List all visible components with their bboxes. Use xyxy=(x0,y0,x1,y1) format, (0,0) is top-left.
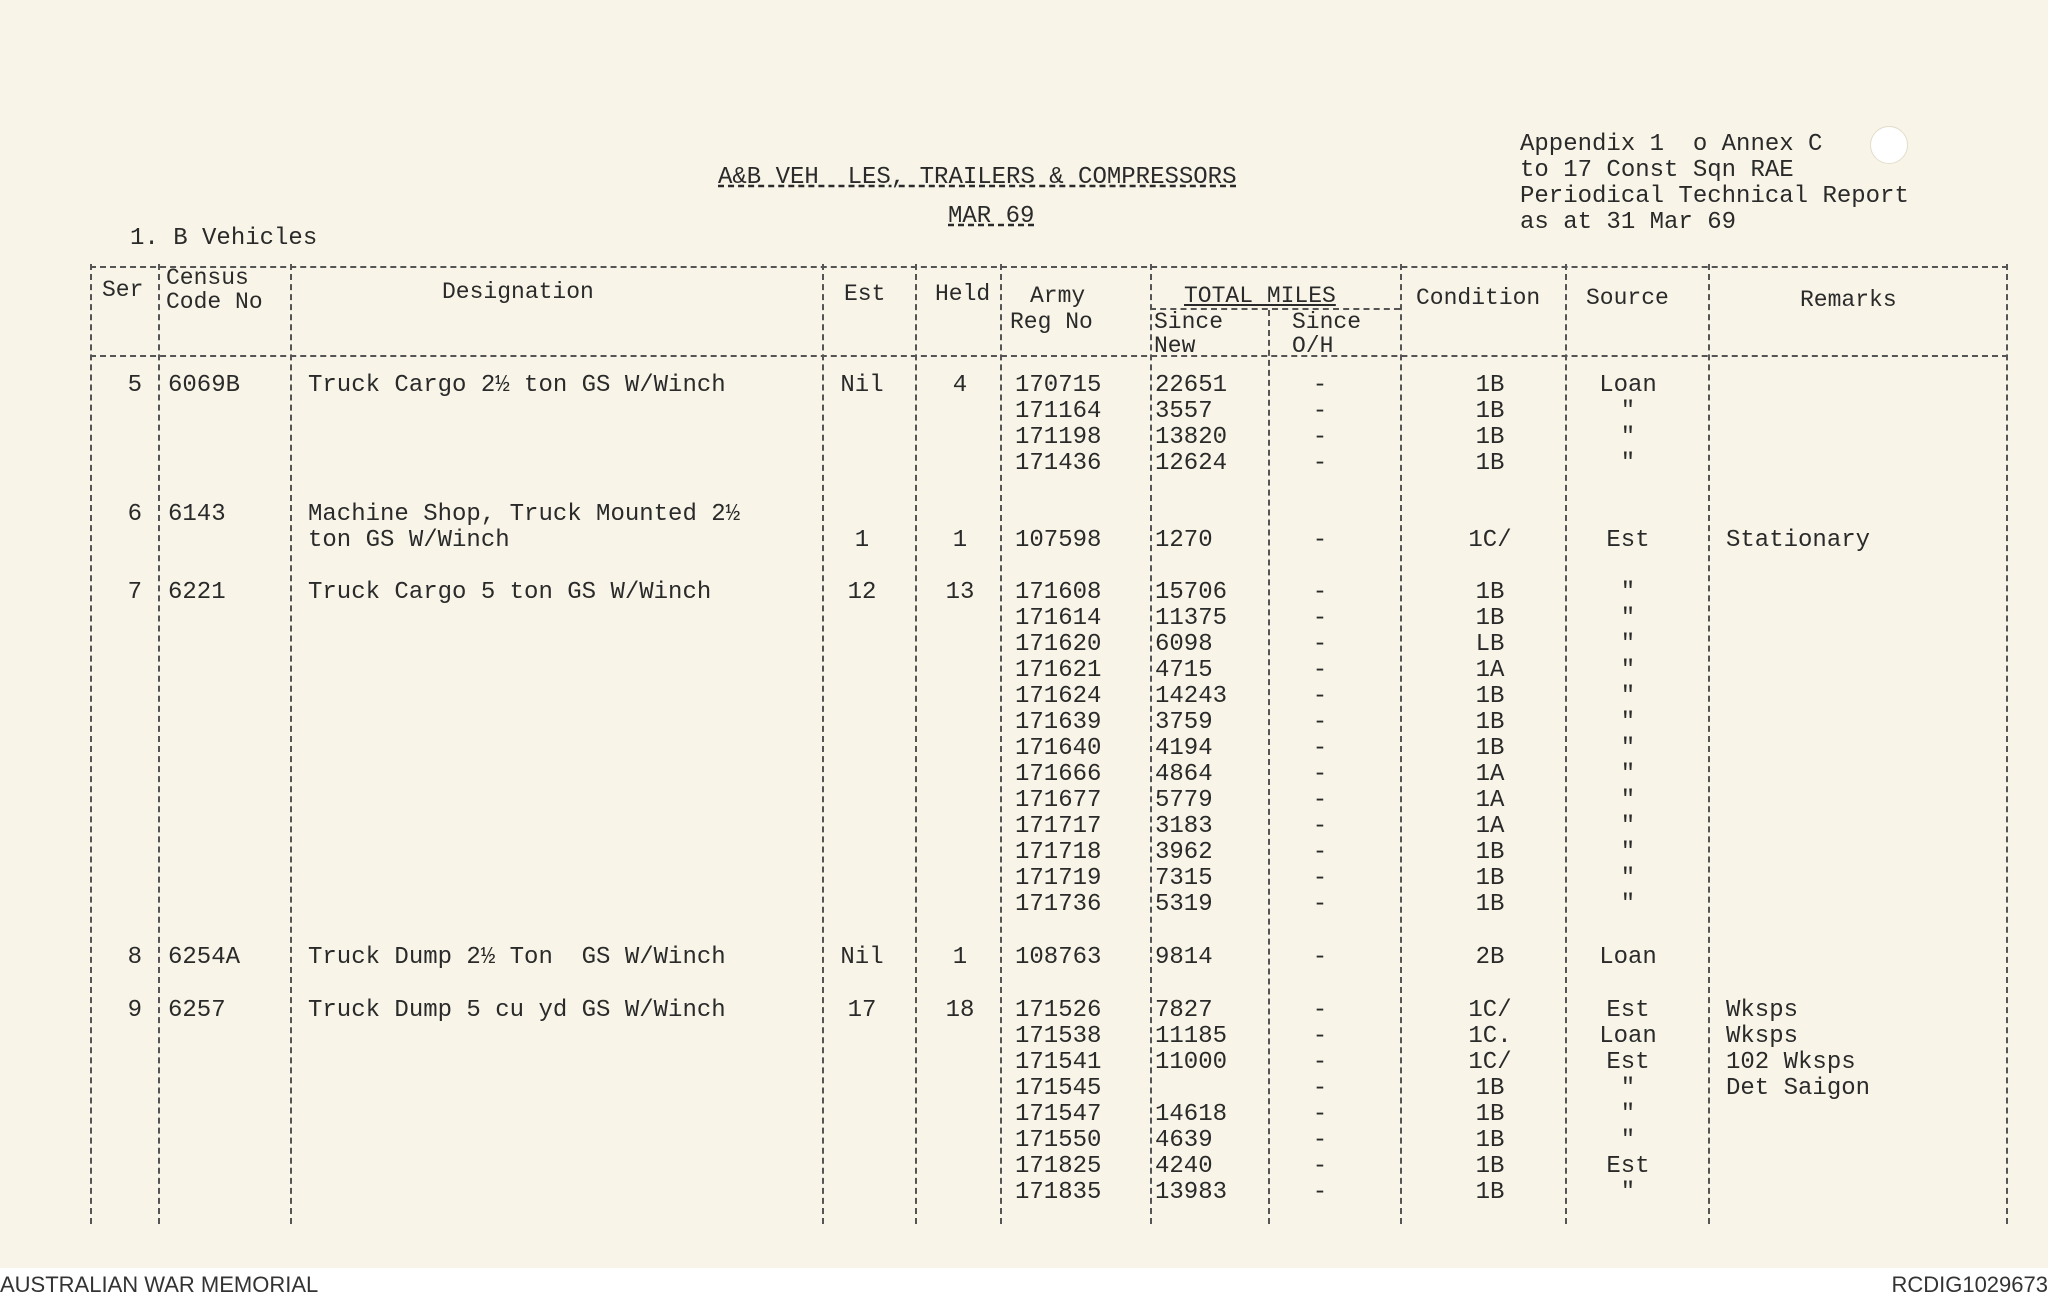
miles-since-new: 4715 xyxy=(1155,657,1213,684)
col-rule xyxy=(2006,264,2008,1224)
remarks-value: 102 Wksps xyxy=(1726,1049,1856,1076)
army-reg-no: 171545 xyxy=(1015,1075,1102,1102)
miles-since-new: 7315 xyxy=(1155,865,1213,892)
condition-value: 1C/ xyxy=(1468,1049,1512,1076)
header-designation: Designation xyxy=(442,279,594,305)
miles-since-new: 11000 xyxy=(1155,1049,1228,1076)
miles-since-oh: - xyxy=(1312,735,1328,762)
army-reg-no: 171550 xyxy=(1015,1127,1102,1154)
miles-since-oh: - xyxy=(1312,372,1328,399)
condition-value: 1B xyxy=(1475,683,1505,710)
miles-since-oh: - xyxy=(1312,709,1328,736)
miles-since-oh: - xyxy=(1312,579,1328,606)
condition-value: 1C. xyxy=(1468,1023,1512,1050)
condition-value: 1B xyxy=(1475,372,1505,399)
miles-since-new: 4194 xyxy=(1155,735,1213,762)
header-since-oh-2: O/H xyxy=(1292,333,1334,359)
source-value: " xyxy=(1620,735,1636,762)
condition-value: 1C/ xyxy=(1468,997,1512,1024)
designation-text: Truck Cargo 2½ ton GS W/Winch xyxy=(308,372,726,399)
designation-text: ton GS W/Winch xyxy=(308,527,510,554)
condition-value: 1B xyxy=(1475,891,1505,918)
miles-since-oh: - xyxy=(1312,1023,1328,1050)
condition-value: 1B xyxy=(1475,1179,1505,1206)
miles-since-oh: - xyxy=(1312,1101,1328,1128)
army-reg-no: 171719 xyxy=(1015,865,1102,892)
miles-since-new: 4639 xyxy=(1155,1127,1213,1154)
miles-since-new: 15706 xyxy=(1155,579,1228,606)
condition-value: LB xyxy=(1475,631,1505,658)
source-value: " xyxy=(1620,605,1636,632)
miles-since-new: 9814 xyxy=(1155,944,1213,971)
miles-since-oh: - xyxy=(1312,657,1328,684)
army-reg-no: 171624 xyxy=(1015,683,1102,710)
condition-value: 1B xyxy=(1475,1075,1505,1102)
held-value: 1 xyxy=(952,527,968,554)
condition-value: 1B xyxy=(1475,605,1505,632)
source-value: Est xyxy=(1606,997,1650,1024)
header-ser: Ser xyxy=(102,277,144,303)
header-held: Held xyxy=(935,281,991,307)
army-reg-no: 171608 xyxy=(1015,579,1102,606)
source-value: Loan xyxy=(1599,372,1657,399)
ser-number: 8 xyxy=(127,944,142,971)
col-rule xyxy=(915,264,917,1224)
miles-since-new: 5319 xyxy=(1155,891,1213,918)
held-value: 18 xyxy=(945,997,975,1024)
header-since-oh-1: Since xyxy=(1292,309,1362,335)
army-reg-no: 171621 xyxy=(1015,657,1102,684)
miles-since-new: 3962 xyxy=(1155,839,1213,866)
source-value: Est xyxy=(1606,1153,1650,1180)
miles-since-new: 14618 xyxy=(1155,1101,1228,1128)
col-rule xyxy=(1000,264,1002,1224)
punch-hole xyxy=(1870,126,1908,164)
miles-since-new: 14243 xyxy=(1155,683,1228,710)
condition-value: 1B xyxy=(1475,839,1505,866)
condition-value: 1B xyxy=(1475,709,1505,736)
source-value: " xyxy=(1620,1179,1636,1206)
designation-text: Truck Dump 2½ Ton GS W/Winch xyxy=(308,944,726,971)
condition-value: 1B xyxy=(1475,1101,1505,1128)
census-code: 6254A xyxy=(168,944,241,971)
source-value: " xyxy=(1620,424,1636,451)
source-value: " xyxy=(1620,761,1636,788)
census-code: 6069B xyxy=(168,372,241,399)
miles-since-new: 12624 xyxy=(1155,450,1228,477)
source-value: " xyxy=(1620,631,1636,658)
army-reg-no: 171541 xyxy=(1015,1049,1102,1076)
miles-since-new: 4864 xyxy=(1155,761,1213,788)
army-reg-no: 171835 xyxy=(1015,1179,1102,1206)
footer-identifier: RCDIG1029673 xyxy=(1891,1272,2048,1297)
designation-text: Machine Shop, Truck Mounted 2½ xyxy=(308,501,741,528)
source-value: " xyxy=(1620,657,1636,684)
source-value: " xyxy=(1620,839,1636,866)
miles-since-oh: - xyxy=(1312,761,1328,788)
miles-since-oh: - xyxy=(1312,1127,1328,1154)
appendix-line-2: to 17 Const Sqn RAE xyxy=(1520,157,1794,184)
miles-since-oh: - xyxy=(1312,1179,1328,1206)
header-census-1: Census xyxy=(166,265,249,291)
ser-number: 5 xyxy=(127,372,142,399)
condition-value: 1B xyxy=(1475,1153,1505,1180)
source-value: " xyxy=(1620,1127,1636,1154)
census-code: 6257 xyxy=(168,997,226,1024)
condition-value: 1B xyxy=(1475,735,1505,762)
army-reg-no: 171526 xyxy=(1015,997,1102,1024)
source-value: " xyxy=(1620,450,1636,477)
document-subtitle: MAR 69 xyxy=(948,203,1035,230)
held-value: 13 xyxy=(945,579,975,606)
condition-value: 1C/ xyxy=(1468,527,1512,554)
miles-since-oh: - xyxy=(1312,813,1328,840)
header-est: Est xyxy=(844,281,886,307)
miles-since-oh: - xyxy=(1312,424,1328,451)
miles-since-new: 3183 xyxy=(1155,813,1213,840)
col-rule xyxy=(1150,264,1152,1224)
census-code: 6221 xyxy=(168,579,226,606)
miles-since-new: 4240 xyxy=(1155,1153,1213,1180)
est-value: 1 xyxy=(854,527,870,554)
footer-institution: AUSTRALIAN WAR MEMORIAL xyxy=(0,1272,319,1297)
army-reg-no: 171614 xyxy=(1015,605,1102,632)
condition-value: 1B xyxy=(1475,398,1505,425)
est-value: 17 xyxy=(847,997,877,1024)
ser-number: 9 xyxy=(127,997,142,1024)
remarks-value: Det Saigon xyxy=(1726,1075,1871,1102)
header-census-2: Code No xyxy=(166,289,263,315)
document-title: A&B VEH LES, TRAILERS & COMPRESSORS xyxy=(718,164,1237,191)
est-value: Nil xyxy=(840,372,884,399)
col-rule xyxy=(1400,264,1402,1224)
remarks-value: Stationary xyxy=(1726,527,1871,554)
condition-value: 2B xyxy=(1475,944,1505,971)
header-total-miles: TOTAL MILES xyxy=(1184,283,1336,309)
miles-since-oh: - xyxy=(1312,631,1328,658)
source-value: " xyxy=(1620,1101,1636,1128)
miles-since-new: 3759 xyxy=(1155,709,1213,736)
table-top-rule xyxy=(90,266,2008,268)
miles-since-oh: - xyxy=(1312,1049,1328,1076)
miles-since-oh: - xyxy=(1312,839,1328,866)
miles-since-oh: - xyxy=(1312,891,1328,918)
army-reg-no: 171718 xyxy=(1015,839,1102,866)
header-source: Source xyxy=(1586,285,1669,311)
army-reg-no: 170715 xyxy=(1015,372,1102,399)
table-header-rule xyxy=(90,355,2008,357)
source-value: Est xyxy=(1606,527,1650,554)
army-reg-no: 171677 xyxy=(1015,787,1102,814)
condition-value: 1A xyxy=(1475,813,1505,840)
miles-since-new: 3557 xyxy=(1155,398,1213,425)
army-reg-no: 171164 xyxy=(1015,398,1102,425)
army-reg-no: 171639 xyxy=(1015,709,1102,736)
source-value: " xyxy=(1620,579,1636,606)
miles-since-new: 6098 xyxy=(1155,631,1213,658)
army-reg-no: 171640 xyxy=(1015,735,1102,762)
miles-since-oh: - xyxy=(1312,450,1328,477)
col-rule xyxy=(822,264,824,1224)
condition-value: 1B xyxy=(1475,1127,1505,1154)
col-rule xyxy=(90,264,92,1224)
miles-since-new: 5779 xyxy=(1155,787,1213,814)
army-reg-no: 171198 xyxy=(1015,424,1102,451)
remarks-value: Wksps xyxy=(1726,997,1799,1024)
col-rule xyxy=(1565,264,1567,1224)
miles-since-oh: - xyxy=(1312,527,1328,554)
army-reg-no: 108763 xyxy=(1015,944,1102,971)
held-value: 4 xyxy=(952,372,968,399)
source-value: " xyxy=(1620,398,1636,425)
miles-since-new: 22651 xyxy=(1155,372,1228,399)
condition-value: 1B xyxy=(1475,865,1505,892)
miles-since-oh: - xyxy=(1312,683,1328,710)
header-remarks: Remarks xyxy=(1800,287,1897,313)
col-rule xyxy=(158,264,160,1224)
source-value: " xyxy=(1620,1075,1636,1102)
miles-since-new: 13820 xyxy=(1155,424,1228,451)
army-reg-no: 171717 xyxy=(1015,813,1102,840)
appendix-line-1: Appendix 1 o Annex C xyxy=(1520,131,1823,158)
est-value: 12 xyxy=(847,579,877,606)
miles-since-new: 1270 xyxy=(1155,527,1213,554)
miles-since-oh: - xyxy=(1312,865,1328,892)
ser-number: 7 xyxy=(127,579,142,606)
condition-value: 1B xyxy=(1475,450,1505,477)
designation-text: Truck Dump 5 cu yd GS W/Winch xyxy=(308,997,726,1024)
designation-text: Truck Cargo 5 ton GS W/Winch xyxy=(308,579,712,606)
source-value: Est xyxy=(1606,1049,1650,1076)
remarks-value: Wksps xyxy=(1726,1023,1799,1050)
army-reg-no: 171666 xyxy=(1015,761,1102,788)
condition-value: 1A xyxy=(1475,761,1505,788)
miles-since-new: 11375 xyxy=(1155,605,1228,632)
miles-since-oh: - xyxy=(1312,944,1328,971)
header-condition: Condition xyxy=(1416,285,1541,311)
held-value: 1 xyxy=(952,944,968,971)
army-reg-no: 107598 xyxy=(1015,527,1102,554)
appendix-line-4: as at 31 Mar 69 xyxy=(1520,209,1737,236)
miles-since-oh: - xyxy=(1312,997,1328,1024)
miles-since-oh: - xyxy=(1312,605,1328,632)
miles-since-new: 11185 xyxy=(1155,1023,1228,1050)
header-since-new-1: Since xyxy=(1154,309,1224,335)
appendix-line-3: Periodical Technical Report xyxy=(1520,183,1909,210)
army-reg-no: 171436 xyxy=(1015,450,1102,477)
source-value: " xyxy=(1620,865,1636,892)
army-reg-no: 171538 xyxy=(1015,1023,1102,1050)
source-value: Loan xyxy=(1599,1023,1657,1050)
miles-since-oh: - xyxy=(1312,398,1328,425)
condition-value: 1B xyxy=(1475,424,1505,451)
col-rule xyxy=(290,264,292,1224)
header-since-new-2: New xyxy=(1154,333,1196,359)
header-army-2: Reg No xyxy=(1010,309,1093,335)
source-value: " xyxy=(1620,709,1636,736)
source-value: " xyxy=(1620,787,1636,814)
condition-value: 1A xyxy=(1475,787,1505,814)
source-value: Loan xyxy=(1599,944,1657,971)
army-reg-no: 171825 xyxy=(1015,1153,1102,1180)
census-code: 6143 xyxy=(168,501,226,528)
source-value: " xyxy=(1620,813,1636,840)
section-heading: 1. B Vehicles xyxy=(130,225,318,252)
army-reg-no: 171620 xyxy=(1015,631,1102,658)
col-rule xyxy=(1708,264,1710,1224)
army-reg-no: 171736 xyxy=(1015,891,1102,918)
miles-since-oh: - xyxy=(1312,1153,1328,1180)
est-value: Nil xyxy=(840,944,884,971)
ser-number: 6 xyxy=(127,501,142,528)
condition-value: 1A xyxy=(1475,657,1505,684)
source-value: " xyxy=(1620,891,1636,918)
miles-since-new: 13983 xyxy=(1155,1179,1228,1206)
header-army-1: Army xyxy=(1030,283,1086,309)
miles-since-new: 7827 xyxy=(1155,997,1213,1024)
source-value: " xyxy=(1620,683,1636,710)
condition-value: 1B xyxy=(1475,579,1505,606)
miles-since-oh: - xyxy=(1312,787,1328,814)
miles-since-oh: - xyxy=(1312,1075,1328,1102)
army-reg-no: 171547 xyxy=(1015,1101,1102,1128)
